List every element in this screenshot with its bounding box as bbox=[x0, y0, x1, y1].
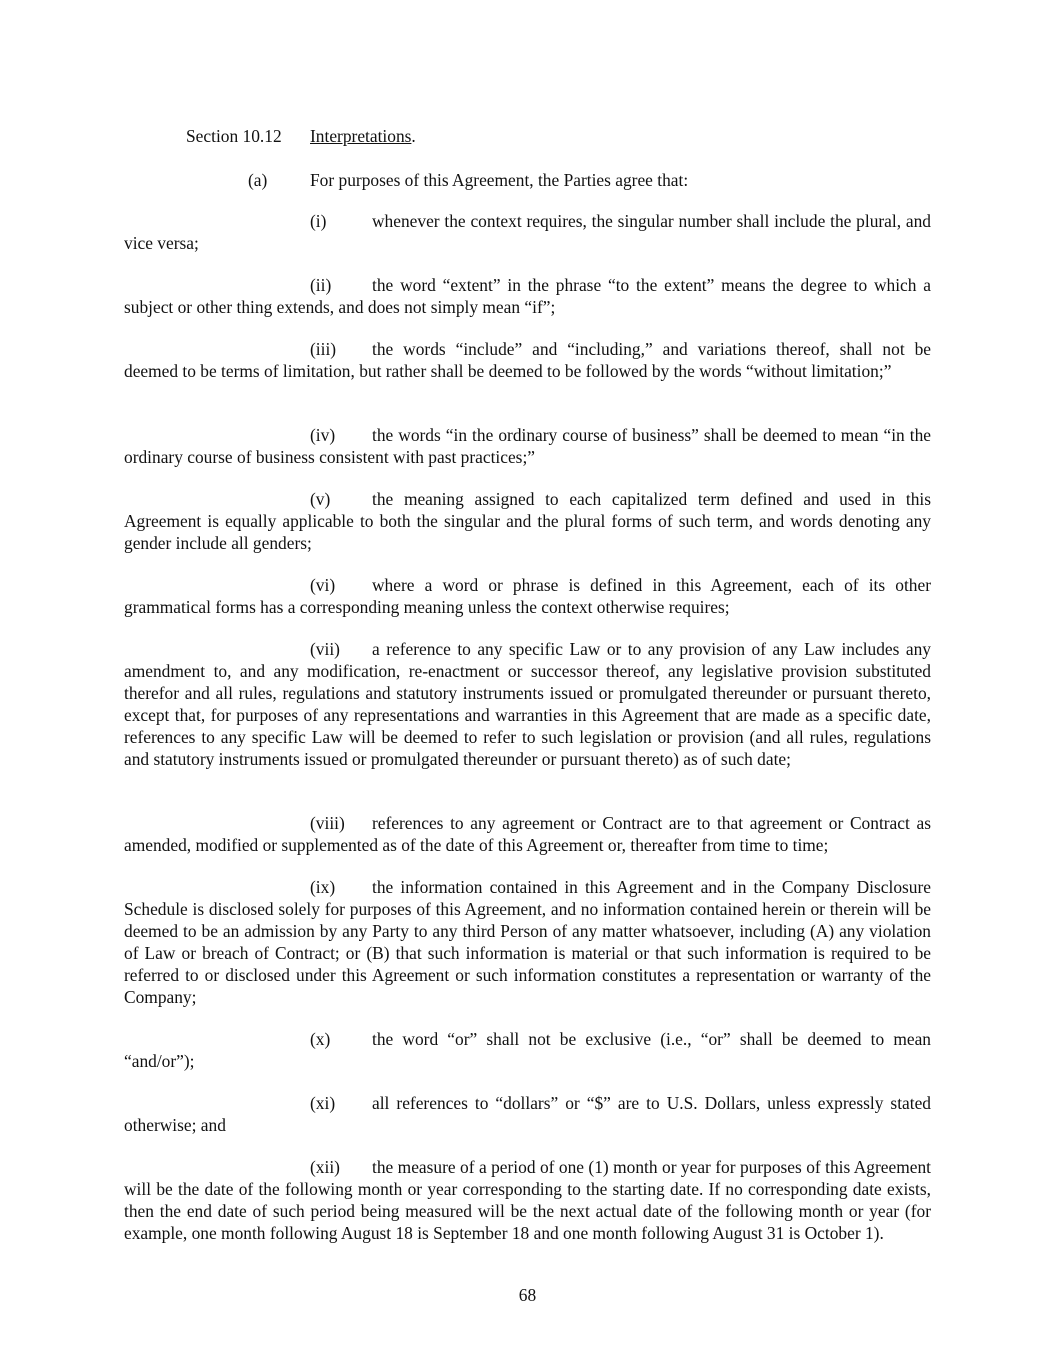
clause-text: references to any agreement or Contract are to that agreement or Contract as amended, modified or supplemented as of the date of this Agreement or, thereafter from time to time; bbox=[124, 813, 931, 855]
clause-text: the word “or” shall not be exclusive (i.e., “or” shall be deemed to mean “and/or”); bbox=[124, 1029, 931, 1071]
clause-text: the words “in the ordinary course of business” shall be deemed to mean “in the ordinary course of business consistent with past practices;” bbox=[124, 425, 931, 467]
clause-label: (iv) bbox=[310, 425, 336, 445]
clause-i bbox=[124, 210, 931, 254]
clause-xii bbox=[124, 1156, 931, 1244]
clause-label: (vi) bbox=[310, 575, 336, 595]
clause-ix bbox=[124, 876, 931, 1008]
clause-v bbox=[124, 488, 931, 554]
clause-iii bbox=[124, 338, 931, 382]
clause-x bbox=[124, 1028, 931, 1072]
clause-text: a reference to any specific Law or to any provision of any Law includes any amendment to, and any modification, re-enactment or successor thereof, any legislative provision substituted therefor and all rules, regulations and statutory instruments issued or promulgated thereunder or pursuant thereto, except that, for purposes of any representations and warranties in this Agreement that are made as a specific date, references to any specific Law will be deemed to refer to such legislation or provision (and all rules, regulations and statutory instruments issued or promulgated thereunder or pursuant thereto) as of such date; bbox=[124, 639, 931, 769]
clause-ii bbox=[124, 274, 931, 318]
clause-label: (xi) bbox=[310, 1093, 336, 1113]
clause-text: the meaning assigned to each capitalized term defined and used in this Agreement is equally applicable to both the singular and the plural forms of such term, and words denoting any gender include all genders; bbox=[124, 489, 931, 553]
clause-vii bbox=[124, 638, 931, 770]
subsection-a-text: For purposes of this Agreement, the Parties agree that: bbox=[310, 170, 689, 190]
clause-viii bbox=[124, 812, 931, 856]
clause-label: (iii) bbox=[310, 339, 337, 359]
clause-vi bbox=[124, 574, 931, 618]
clause-xi bbox=[124, 1092, 931, 1136]
clause-text: the words “include” and “including,” and variations thereof, shall not be deemed to be terms of limitation, but rather shall be deemed to be followed by the words “without limitation;” bbox=[124, 339, 931, 381]
section-title-period: . bbox=[411, 126, 416, 146]
clause-text: the word “extent” in the phrase “to the extent” means the degree to which a subject or other thing extends, and does not simply mean “if”; bbox=[124, 275, 931, 317]
clause-label: (i) bbox=[310, 211, 327, 231]
section-heading bbox=[186, 125, 416, 147]
page-number: 68 bbox=[518, 1285, 537, 1305]
clause-label: (vii) bbox=[310, 639, 340, 659]
clause-label: (x) bbox=[310, 1029, 331, 1049]
clause-label: (xii) bbox=[310, 1157, 340, 1177]
clause-text: where a word or phrase is defined in this Agreement, each of its other grammatical forms has a corresponding meaning unless the context otherwise requires; bbox=[124, 575, 931, 617]
clause-text: all references to “dollars” or “$” are to U.S. Dollars, unless expressly stated otherwise; and bbox=[124, 1093, 931, 1135]
clause-label: (ix) bbox=[310, 877, 336, 897]
section-number: Section 10.12 bbox=[186, 126, 282, 146]
clause-label: (viii) bbox=[310, 813, 345, 833]
clause-label: (ii) bbox=[310, 275, 332, 295]
clause-iv bbox=[124, 424, 931, 468]
clause-text: the information contained in this Agreement and in the Company Disclosure Schedule is disclosed solely for purposes of this Agreement, and no information contained herein or therein will be deemed to be an admission by any Party to any third Person of any matter whatsoever, including (A) any violation of Law or breach of Contract; or (B) that such information is material or that such information is required to be referred to or disclosed under this Agreement or such information constitutes a representation or warranty of the Company; bbox=[124, 877, 931, 1007]
subsection-a-label: (a) bbox=[248, 170, 268, 190]
clause-label: (v) bbox=[310, 489, 331, 509]
clause-text: the measure of a period of one (1) month or year for purposes of this Agreement will be the date of the following month or year corresponding to the starting date. If no corresponding date exists, then the end date of such period being measured will be the next actual date of the following month or year (for example, one month following August 18 is September 18 and one month following August 31 is October 1). bbox=[124, 1157, 931, 1243]
subsection-a bbox=[248, 169, 688, 191]
section-title: Interpretations bbox=[310, 126, 412, 146]
clause-text: whenever the context requires, the singular number shall include the plural, and vice versa; bbox=[124, 211, 931, 253]
